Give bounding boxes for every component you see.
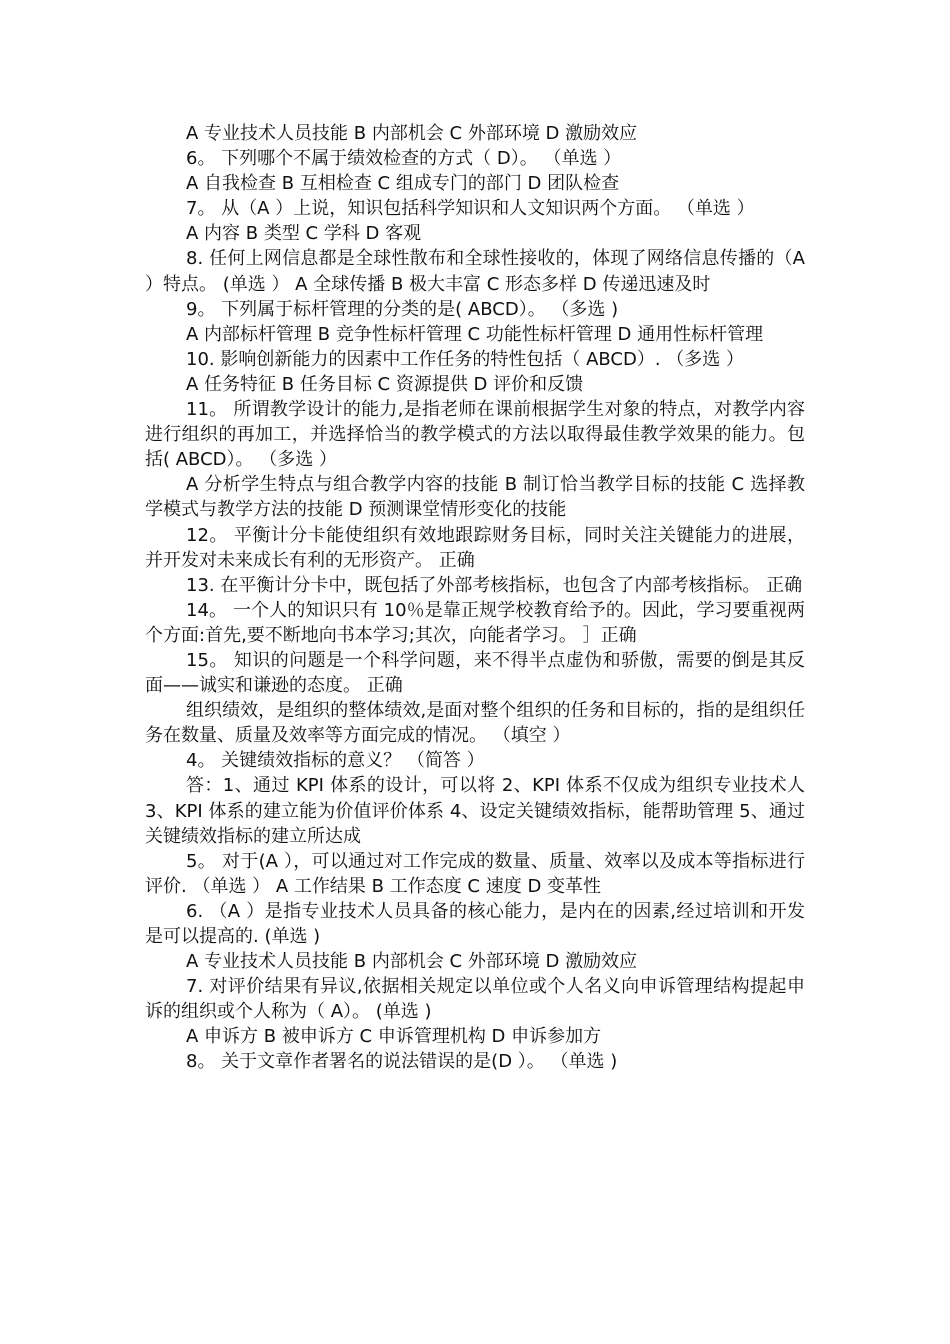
question-paragraph: 8. 任何上网信息都是全球性散布和全球性接收的，体现了网络信息传播的（A ）特点。 (单选 ） A 全球传播 B 极大丰富 C 形态多样 D 传递迅速及时 <box>145 248 805 295</box>
statement-paragraph: 12。 平衡计分卡能使组织有效地跟踪财务目标，同时关注关键能力的进展，并开发对未来成长有利的无形资产。 正确 <box>145 524 805 571</box>
question-paragraph: 6. （A ）是指专业技术人员具备的核心能力，是内在的因素,经过培训和开发是可以提高的. (单选 ) <box>145 900 805 947</box>
options-paragraph: A 内部标杆管理 B 竞争性标杆管理 C 功能性标杆管理 D 通用性标杆管理 <box>186 323 764 345</box>
statement-paragraph: 组织绩效，是组织的整体绩效,是面对整个组织的任务和目标的，指的是组织任务在数量、质量及效率等方面完成的情况。 （填空 ） <box>145 700 805 747</box>
statement-paragraph: 15。 知识的问题是一个科学问题，来不得半点虚伪和骄傲，需要的倒是其反面——诚实和谦逊的态度。 正确 <box>145 649 805 697</box>
question-paragraph: 7。 从（A ）上说，知识包括科学知识和人文知识两个方面。 （单选 ） <box>186 198 755 220</box>
options-paragraph: A 申诉方 B 被申诉方 C 申诉管理机构 D 申诉参加方 <box>186 1026 602 1048</box>
question-paragraph: 4。 关键绩效指标的意义？ （简答 ） <box>186 750 485 772</box>
text-paragraph: A 专业技术人员技能 B 内部机会 C 外部环境 D 激励效应 <box>186 123 638 144</box>
options-paragraph: A 自我检查 B 互相检查 C 组成专门的部门 D 团队检查 <box>186 173 620 195</box>
question-paragraph: 5。 对于(A ），可以通过对工作完成的数量、质量、效率以及成本等指标进行评价. （单选 ） A 工作结果 B 工作态度 C 速度 D 变革性 <box>145 850 805 897</box>
options-paragraph: A 内容 B 类型 C 学科 D 客观 <box>186 223 422 245</box>
document-page <box>145 121 805 1075</box>
answer-paragraph: 答：1、通过 KPI 体系的设计，可以将 2、KPI 体系不仅成为组织专业技术人 3、KPI 体系的建立能为价值评价体系 4、设定关键绩效指标，能帮助管理 5、通过关键绩效指标的建立所达成 <box>145 775 805 847</box>
question-paragraph: 11。 所谓教学设计的能力,是指老师在课前根据学生对象的特点，对教学内容进行组织的再加工，并选择恰当的教学模式的方法以取得最佳教学效果的能力。包括( ABCD）。 （多选 ） <box>145 399 805 471</box>
options-paragraph: A 任务特征 B 任务目标 C 资源提供 D 评价和反馈 <box>186 373 584 395</box>
options-paragraph: A 专业技术人员技能 B 内部机会 C 外部环境 D 激励效应 <box>186 951 638 973</box>
question-paragraph: 8。 关于文章作者署名的说法错误的是(D ）。 （单选 ) <box>186 1051 618 1073</box>
question-paragraph: 10. 影响创新能力的因素中工作任务的特性包括（ ABCD）. （多选 ） <box>186 348 745 370</box>
question-paragraph: 7. 对评价结果有异议,依据相关规定以单位或个人名义向申诉管理结构提起申诉的组织或个人称为（ A）。 (单选 ) <box>145 976 805 1023</box>
statement-paragraph: 14。 一个人的知识只有 10％是靠正规学校教育给予的。因此，学习要重视两个方面:首先,要不断地向书本学习;其次，向能者学习。 ］正确 <box>145 599 805 646</box>
question-paragraph: 6。 下列哪个不属于绩效检查的方式（ D）。 （单选 ） <box>186 148 622 170</box>
question-paragraph: 9。 下列属于标杆管理的分类的是( ABCD）。 （多选 ) <box>186 298 619 320</box>
options-paragraph: A 分析学生特点与组合教学内容的技能 B 制订恰当教学目标的技能 C 选择教学模式与教学方法的技能 D 预测课堂情形变化的技能 <box>145 474 805 521</box>
statement-paragraph: 13. 在平衡计分卡中，既包括了外部考核指标，也包含了内部考核指标。 正确 <box>186 574 803 596</box>
